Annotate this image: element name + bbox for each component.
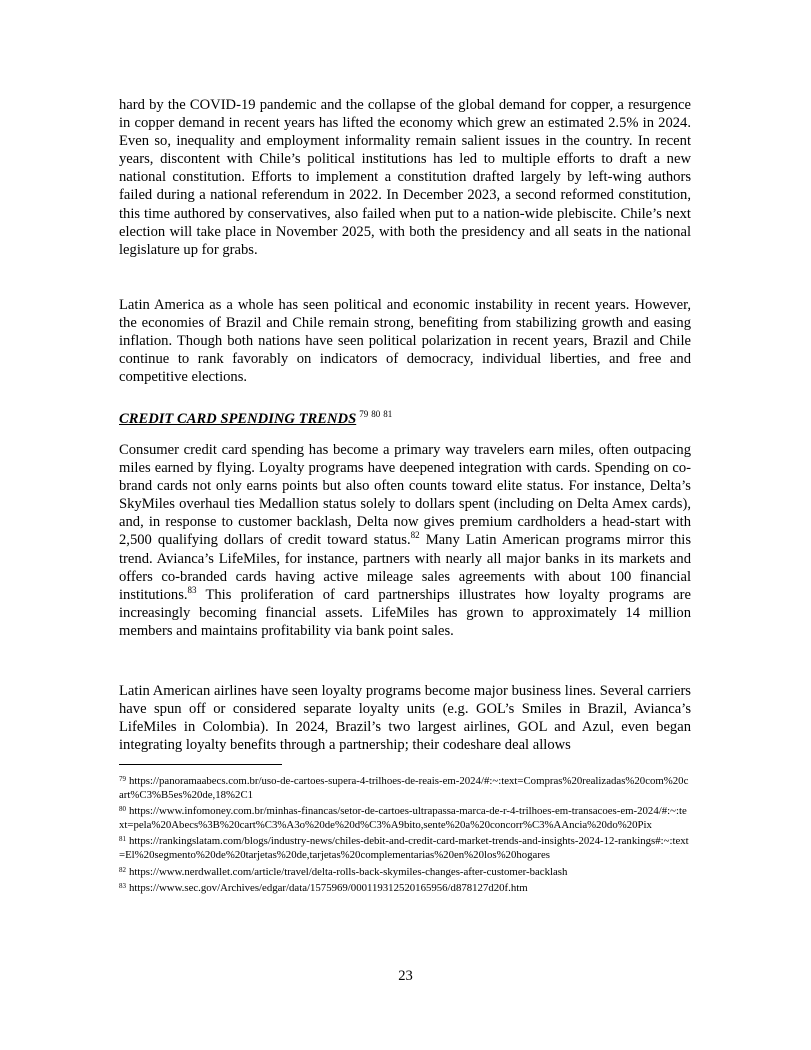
footnote-item <box>119 772 691 802</box>
section-heading <box>119 405 395 428</box>
footnote-ref[interactable]: 83 <box>187 584 197 595</box>
footnote-number: 82 <box>119 865 126 874</box>
footnote-link[interactable]: https://www.infomoney.com.br/minhas-financas/setor-de-cartoes-ultrapassa-marca-de-r-4-trilhoes-em-transacoes-em-2024/#:~:text=pela%20Abecs%3B%20cart%C3%A3o%20de%20d%C3%A9bito,sente%20a%20concorr%C3%AAncia%20do%20Pix <box>119 805 687 832</box>
footnotes <box>119 772 691 895</box>
footnote-number: 79 <box>119 775 126 783</box>
section-heading-refs <box>359 405 395 423</box>
footnote-ref[interactable]: 80 <box>371 409 381 419</box>
paragraph-credit-card-spending <box>119 441 691 640</box>
footnote-ref[interactable]: 82 <box>410 530 420 541</box>
footnote-item <box>119 802 691 832</box>
footnote-link[interactable]: https://panoramaabecs.com.br/uso-de-cartoes-supera-4-trilhoes-de-reais-em-2024/#:~:text=Compras%20realizadas%20com%20cart%C3%B5es%20de,18%2C1 <box>119 775 689 802</box>
footnote-link[interactable]: https://rankingslatam.com/blogs/industry-news/chiles-debit-and-credit-card-market-trends-and-insights-2024-12-rankings#:~:text=El%20segmento%20de%20tarjetas%20de,tarjetas%20complementarias%20en%20los%20hogares <box>119 835 689 862</box>
footnote-number: 81 <box>119 835 126 844</box>
footnote-number: 83 <box>119 881 126 890</box>
footnote-item <box>119 832 691 862</box>
paragraph-text: This proliferation of card partnerships illustrates how loyalty programs are increasingly becoming financial assets. LifeMiles has grown to approximately 14 million members and maintains profitability via bank point sales. <box>119 586 691 639</box>
page-number: 23 <box>398 968 413 984</box>
footnote-item <box>119 863 691 879</box>
paragraph-text: Many Latin American programs mirror this trend. Avianca’s LifeMiles, for instance, partners with nearly all major banks in its markets and offers co-branded cards having active mileage sales agreements with about 100 financial institutions. <box>119 532 691 603</box>
footnote-link[interactable]: https://www.sec.gov/Archives/edgar/data/1575969/000119312520165956/d878127d20f.htm <box>129 881 528 894</box>
paragraph-loyalty-business-lines: Latin American airlines have seen loyalty programs become major business lines. Several carriers have spun off or considered separate loyalty units (e.g. GOL’s Smiles in Brazil, Avianca’s LifeMiles in Colombia). In 2024, Brazil’s two largest airlines, GOL and Azul, even began integrating loyalty benefits through a partnership; their codeshare deal allows <box>119 683 691 754</box>
paragraph-latin-america-overview: Latin America as a whole has seen political and economic instability in recent years. However, the economies of Brazil and Chile remain strong, benefiting from stabilizing growth and easing inflation. Though both nations have seen political polarization in recent years, Brazil and Chile continue to rank favorably on indicators of democracy, individual liberties, and free and competitive elections. <box>119 297 691 386</box>
paragraph-text: Consumer credit card spending has become a primary way travelers earn miles, often outpacing miles earned by flying. Loyalty programs have deepened integration with cards. Spending on co-brand cards not only earns points but also often counts toward elite status. For instance, Delta’s SkyMiles overhaul ties Medallion status solely to dollars spent (including on Delta Amex cards), and, in response to customer backlash, Delta now gives premium cardholders a head-start with 2,500 qualifying dollars of credit toward status. <box>119 442 691 549</box>
footnote-ref[interactable]: 81 <box>383 409 393 419</box>
paragraph-chile-politics: hard by the COVID-19 pandemic and the collapse of the global demand for copper, a resurgence in copper demand in recent years has lifted the economy which grew an estimated 2.5% in 2024. Even so, inequality and employment informality remain salient issues in the country. In recent years, discontent with Chile’s political institutions has led to multiple efforts to draft a new national constitution. Efforts to implement a constitution drafted largely by left-wing authors failed during a national referendum in 2022. In December 2023, a second reformed constitution, this time authored by conservatives, also failed when put to a nation-wide plebiscite. Chile’s next election will take place in November 2025, with both the presidency and all seats in the national legislature up for grabs. <box>119 97 691 258</box>
footnote-ref[interactable]: 79 <box>359 409 369 419</box>
footnote-separator <box>119 764 282 765</box>
footnote-link[interactable]: https://www.nerdwallet.com/article/travel/delta-rolls-back-skymiles-changes-after-customer-backlash <box>129 865 568 878</box>
footnote-item <box>119 879 691 895</box>
footnote-number: 80 <box>119 805 126 814</box>
section-heading-title: CREDIT CARD SPENDING TRENDS <box>119 411 357 427</box>
